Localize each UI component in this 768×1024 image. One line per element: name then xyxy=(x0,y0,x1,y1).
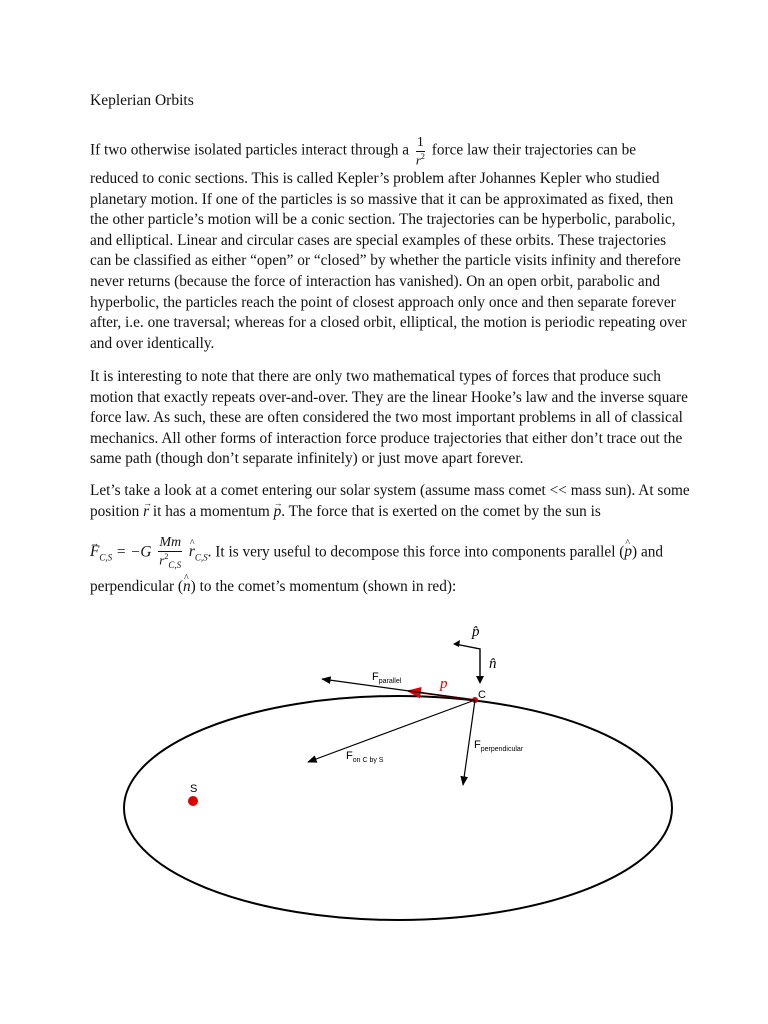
fraction-numerator: 1 xyxy=(416,135,424,150)
p-hat-symbol: ^ p xyxy=(624,542,632,563)
p1-lead-text: If two otherwise isolated particles interact through a xyxy=(90,141,410,159)
paragraph-3-lead xyxy=(90,481,690,522)
p3-text-1: Let’s take a look at a comet entering our solar system (assume mass comet << mass sun). At some position xyxy=(90,482,690,520)
sun-label: S xyxy=(190,783,198,795)
p3-text-3: . The force that is exerted on the comet by the sun is xyxy=(281,502,601,520)
comet-label: C xyxy=(478,689,486,701)
inverse-square-fraction xyxy=(416,136,425,166)
orbit-diagram xyxy=(0,600,768,960)
fraction-exponent: 2 xyxy=(420,152,425,161)
unit-vector-subscript: C,S xyxy=(194,552,208,563)
p3-text-4: . It is very useful to decompose this force into components parallel ( xyxy=(207,543,625,561)
gravity-denominator-r: r xyxy=(159,552,165,568)
f-on-c-by-s-label: $F_{on C by S}$ xyxy=(346,750,384,764)
paragraph-1: reduced to conic sections. This is called Kepler’s problem after Johannes Kepler who studied planetary motion. If one of the particles is so massive that it can be approximated as fixed, then the other particle’s motion will be a conic section. The trajectories can be hyperbolic, parabolic, and elliptical. Linear and circular cases are special examples of these orbits. These trajectories can be classified as either “open” or “closed” by whether the particle visits infinity and therefore never returns (because the force of interaction has vanished). On an open orbit, parabolic and hyperbolic, the particles reach the point of closest approach only once and then separate forever after, i.e. one traversal; whereas for a closed orbit, elliptical, the motion is periodic repeating over and over identically. xyxy=(90,170,687,352)
f-on-c-by-s-arrow xyxy=(308,700,475,762)
momentum-vector-p: → p xyxy=(274,502,282,523)
page-title: Keplerian Orbits xyxy=(90,92,194,109)
gravity-denominator xyxy=(158,552,182,570)
paragraph-2: It is interesting to note that there are only two mathematical types of forces that produce such motion that exactly repeats over-and-over. They are the linear Hooke’s law and the inverse square force law. As such, these are often considered the two most important problems in all of classical mechanics. All other forms of interaction force produce trajectories that either don’t trace out the same path (though don’t separate infinitely) or just move apart forever. xyxy=(90,368,688,468)
p-hat-label: p̂ xyxy=(472,624,480,640)
p3-text-6: perpendicular ( xyxy=(90,578,184,595)
force-symbol: → F xyxy=(90,542,99,563)
momentum-label: p xyxy=(440,676,448,692)
gravity-denominator-sub: C,S xyxy=(168,559,182,570)
unit-vector-r: ^ r xyxy=(189,542,195,563)
fraction-denominator-r: r xyxy=(415,152,421,168)
unit-vector-p-arrowhead xyxy=(453,640,460,647)
f-parallel-label: $F_{parallel}$ xyxy=(372,671,402,685)
f-perpendicular-label: $F_{perpendicular}$ xyxy=(474,739,524,753)
equation-equals: = −G xyxy=(115,543,152,561)
unit-vector-n-arrowhead xyxy=(476,676,484,684)
sun-point xyxy=(188,796,198,806)
n-hat-label: n̂ xyxy=(489,656,497,672)
paragraph-1-lead xyxy=(90,136,690,166)
force-equation-line xyxy=(90,536,690,570)
p3-text-5: ) and xyxy=(632,543,664,561)
position-vector-r: → r xyxy=(143,502,149,523)
orbit-ellipse xyxy=(124,696,672,920)
n-hat-symbol: ^ n xyxy=(183,577,191,598)
paragraph-3-tail xyxy=(90,577,690,598)
gravity-fraction xyxy=(158,536,182,570)
p3-text-2: it has a momentum xyxy=(152,502,270,520)
gravity-numerator: Mm xyxy=(159,535,182,550)
gravity-denominator-exp: 2 xyxy=(164,552,169,561)
p3-text-7: ) to the comet’s momentum (shown in red): xyxy=(190,578,457,595)
fraction-denominator xyxy=(416,152,425,166)
unit-vector-axes xyxy=(455,644,480,678)
force-subscript: C,S xyxy=(99,552,113,563)
p1-tail-text: force law their trajectories can be xyxy=(431,141,637,159)
